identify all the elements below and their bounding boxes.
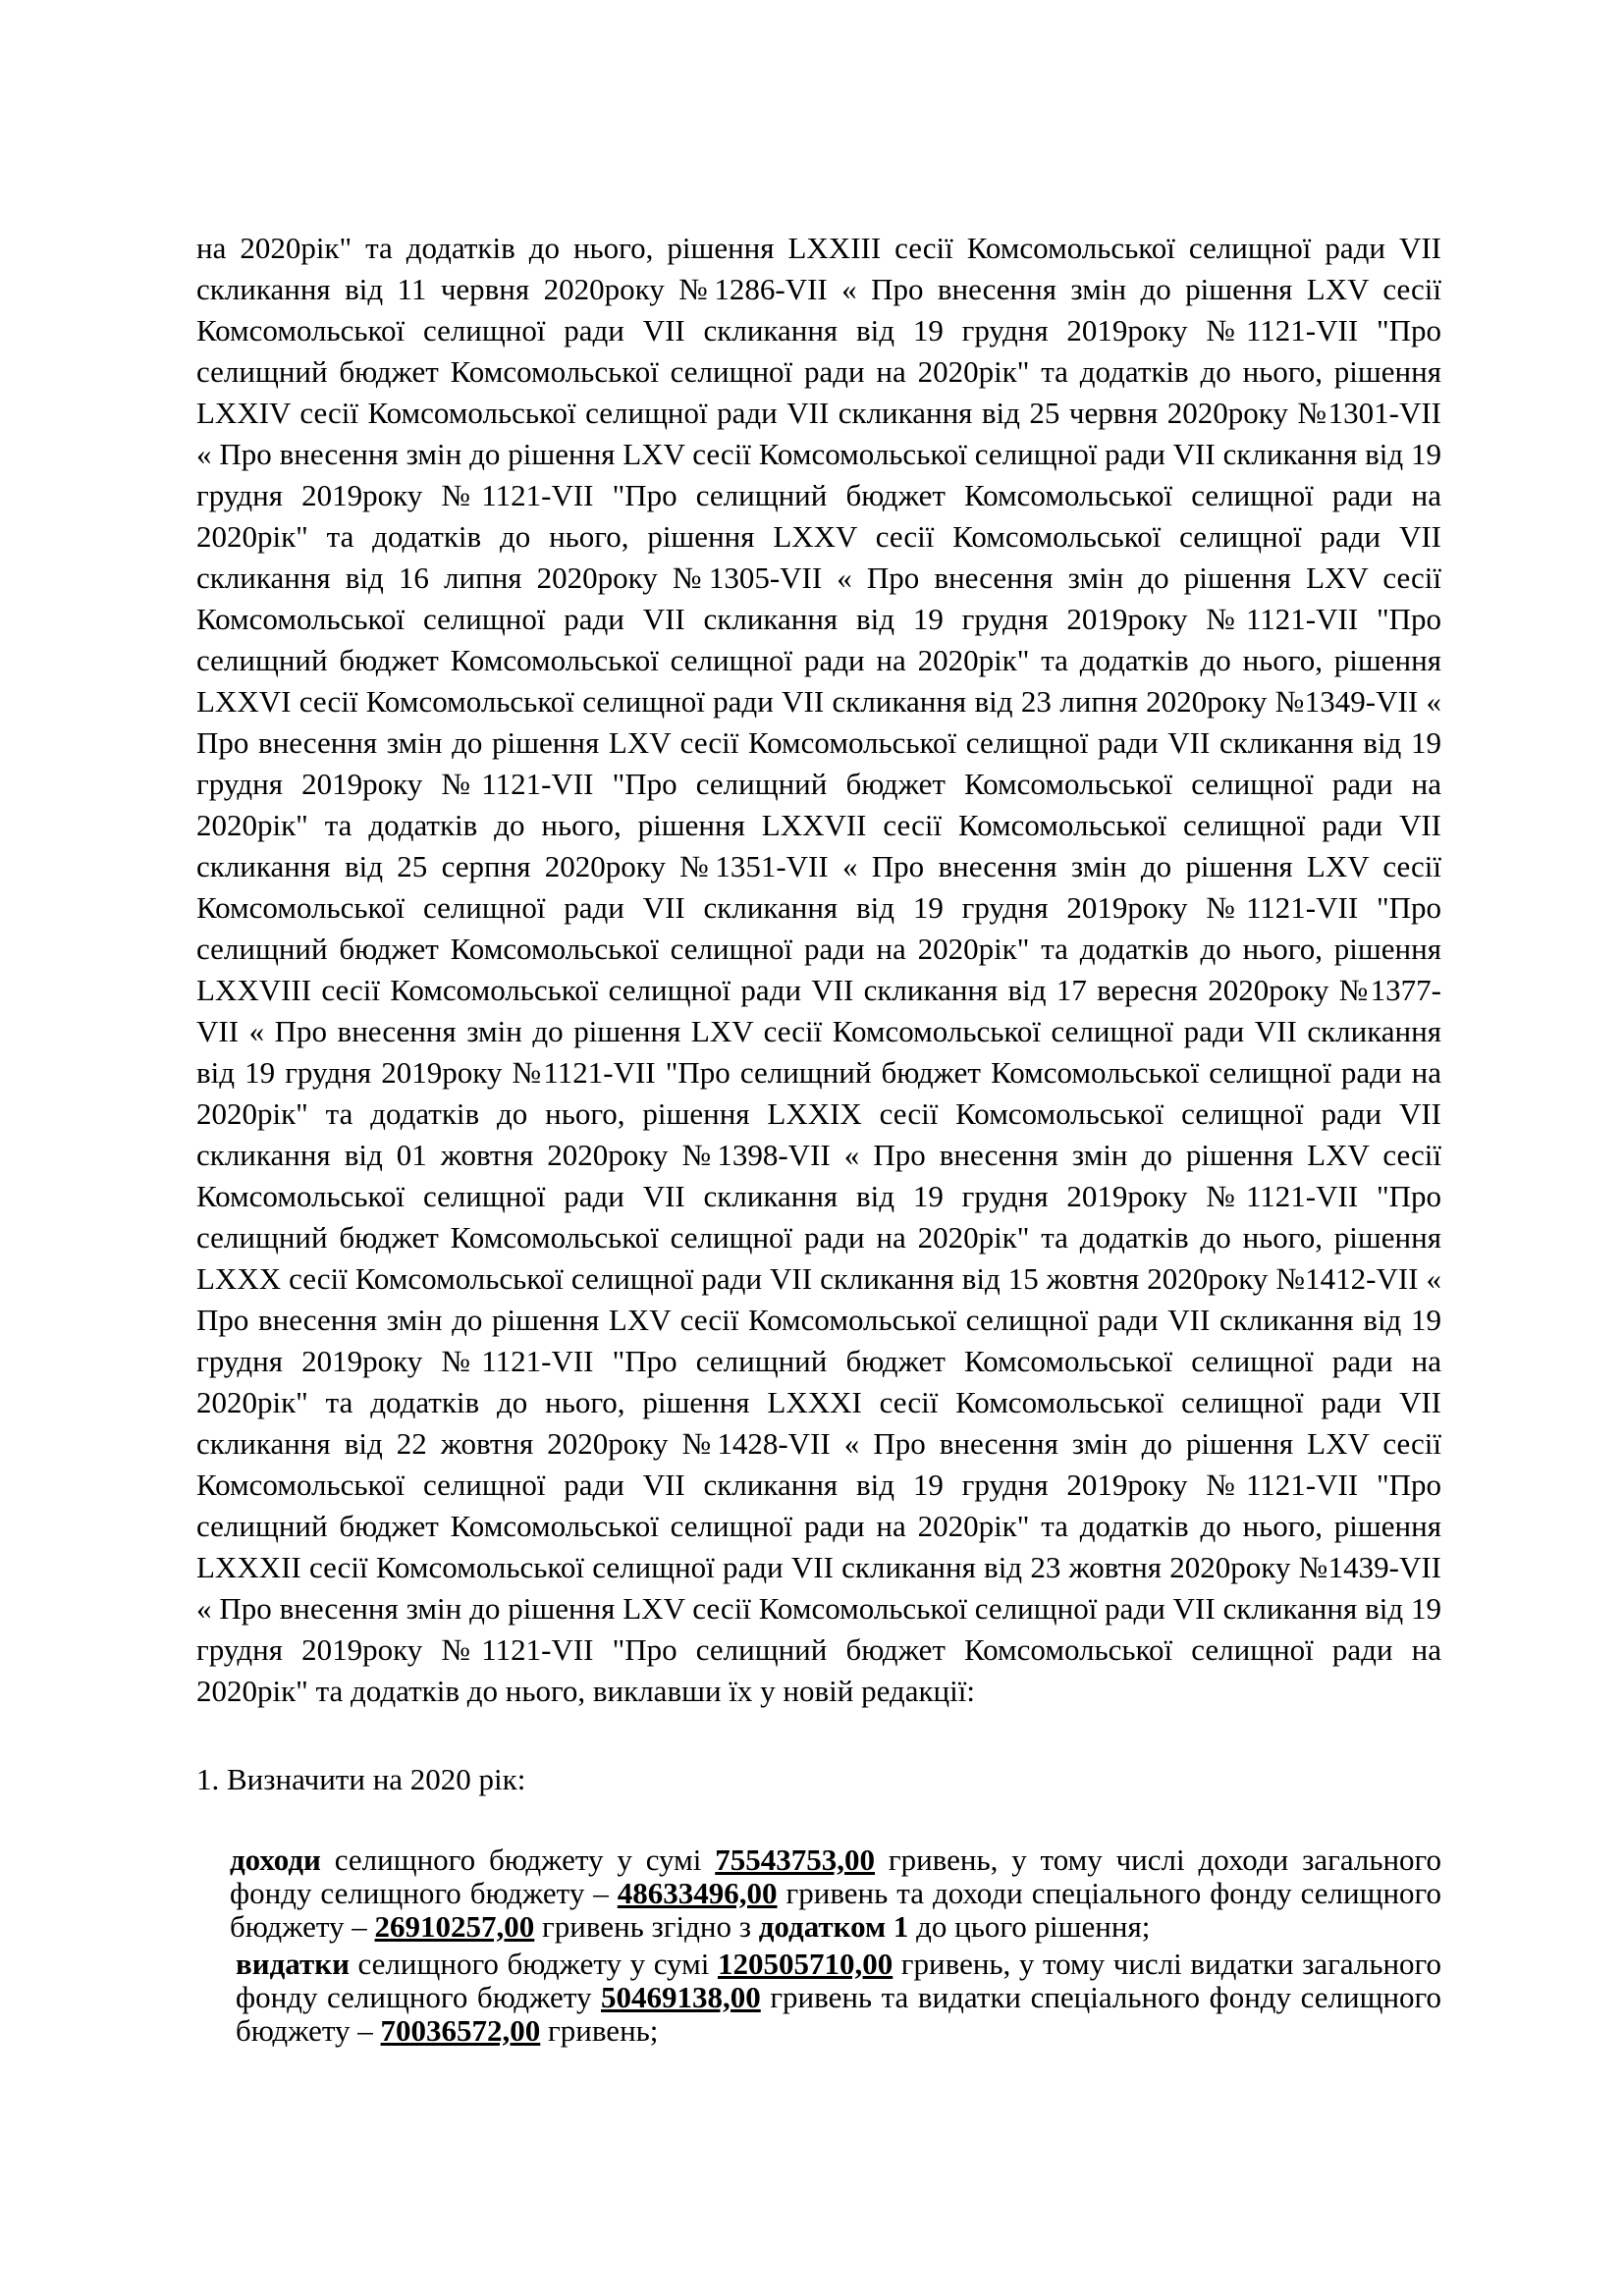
income-special-fund-amount: 26910257,00 <box>374 1909 535 1944</box>
main-paragraph: на 2020рік" та додатків до нього, рішення LXXIII сесії Комсомольської селищної ради VII скликання від 11 червня 2020року №1286-VII « Про внесення змін до рішення LXV сесії Комсомольської селищної ради VII скликання від 19 грудня 2019року №1121-VII "Про селищний бюджет Комсомольської селищної ради на 2020рік" та додатків до нього, рішення LXXIV сесії Комсомольської селищної ради VII скликання від 25 червня 2020року №1301-VII « Про внесення змін до рішення LXV сесії Комсомольської селищної ради VII скликання від 19 грудня 2019року №1121-VII "Про селищний бюджет Комсомольської селищної ради на 2020рік" та додатків до нього, рішення LXXV сесії Комсомольської селищної ради VII скликання від 16 липня 2020року №1305-VII « Про внесення змін до рішення LXV сесії Комсомольської селищної ради VII скликання від 19 грудня 2019року №1121-VII "Про селищний бюджет Комсомольської селищної ради на 2020рік" та додатків до нього, рішення LXXVI сесії Комсомольської селищної ради VII скликання від 23 липня 2020року №1349-VII « Про внесення змін до рішення LXV сесії Комсомольської селищної ради VII скликання від 19 грудня 2019року №1121-VII "Про селищний бюджет Комсомольської селищної ради на 2020рік" та додатків до нього, рішення LXXVII сесії Комсомольської селищної ради VII скликання від 25 серпня 2020року №1351-VII « Про внесення змін до рішення LXV сесії Комсомольської селищної ради VII скликання від 19 грудня 2019року №1121-VII "Про селищний бюджет Комсомольської селищної ради на 2020рік" та додатків до нього, рішення LXXVIII сесії Комсомольської селищної ради VII скликання від 17 вересня 2020року №1377-VII « Про внесення змін до рішення LXV сесії Комсомольської селищної ради VII скликання від 19 грудня 2019року №1121-VII "Про селищний бюджет Комсомольської селищної ради на 2020рік" та додатків до нього, рішення LXXIX сесії Комсомольської селищної ради VII скликання від 01 жовтня 2020року №1398-VII « Про внесення змін до рішення LXV сесії Комсомольської селищної ради VII скликання від 19 грудня 2019року №1121-VII "Про селищний бюджет Комсомольської селищної ради на 2020рік" та додатків до нього, рішення LXXX сесії Комсомольської селищної ради VII скликання від 15 жовтня 2020року №1412-VII « Про внесення змін до рішення LXV сесії Комсомольської селищної ради VII скликання від 19 грудня 2019року №1121-VII "Про селищний бюджет Комсомольської селищної ради на 2020рік" та додатків до нього, рішення LXXXI сесії Комсомольської селищної ради VII скликання від 22 жовтня 2020року №1428-VII « Про внесення змін до рішення LXV сесії Комсомольської селищної ради VII скликання від 19 грудня 2019року №1121-VII "Про селищний бюджет Комсомольської селищної ради на 2020рік" та додатків до нього, рішення LXXXII сесії Комсомольської селищної ради VII скликання від 23 жовтня 2020року №1439-VII « Про внесення змін до рішення LXV сесії Комсомольської селищної ради VII скликання від 19 грудня 2019року №1121-VII "Про селищний бюджет Комсомольської селищної ради на 2020рік" та додатків до нього, виклавши їх у новій редакції: <box>196 231 1441 1708</box>
expense-special-fund-amount: 70036572,00 <box>380 2013 541 2048</box>
expense-keyword: видатки <box>236 1947 350 1981</box>
income-text-3: гривень та доходи спеціального фонду селищного бюджету – <box>230 1876 1441 1944</box>
income-text-5: до цього рішення; <box>908 1909 1151 1944</box>
income-general-fund-amount: 48633496,00 <box>617 1876 778 1910</box>
income-item <box>230 1843 1441 1944</box>
income-text-4: гривень згідно з <box>534 1909 759 1944</box>
expense-text-1: селищного бюджету у сумі <box>349 1947 718 1981</box>
expense-text-2: гривень, у тому числі видатки загального фонду селищного бюджету <box>236 1947 1441 2014</box>
income-total-amount: 75543753,00 <box>715 1842 875 1877</box>
income-appendix-reference: додатком 1 <box>758 1909 909 1944</box>
income-text-2: гривень, у тому числі доходи загального фонду селищного бюджету – <box>230 1842 1441 1910</box>
document-page <box>196 228 1441 2048</box>
income-keyword: доходи <box>230 1842 321 1877</box>
section-title: 1. Визначити на 2020 рік: <box>196 1762 526 1796</box>
expense-total-amount: 120505710,00 <box>717 1947 893 1981</box>
expense-text-4: гривень; <box>540 2013 659 2048</box>
expense-general-fund-amount: 50469138,00 <box>601 1980 761 2014</box>
expense-text-3: гривень та видатки спеціального фонду селищного бюджету – <box>236 1980 1441 2048</box>
expense-item <box>236 1948 1441 2048</box>
income-text-1: селищного бюджету у сумі <box>320 1842 716 1877</box>
